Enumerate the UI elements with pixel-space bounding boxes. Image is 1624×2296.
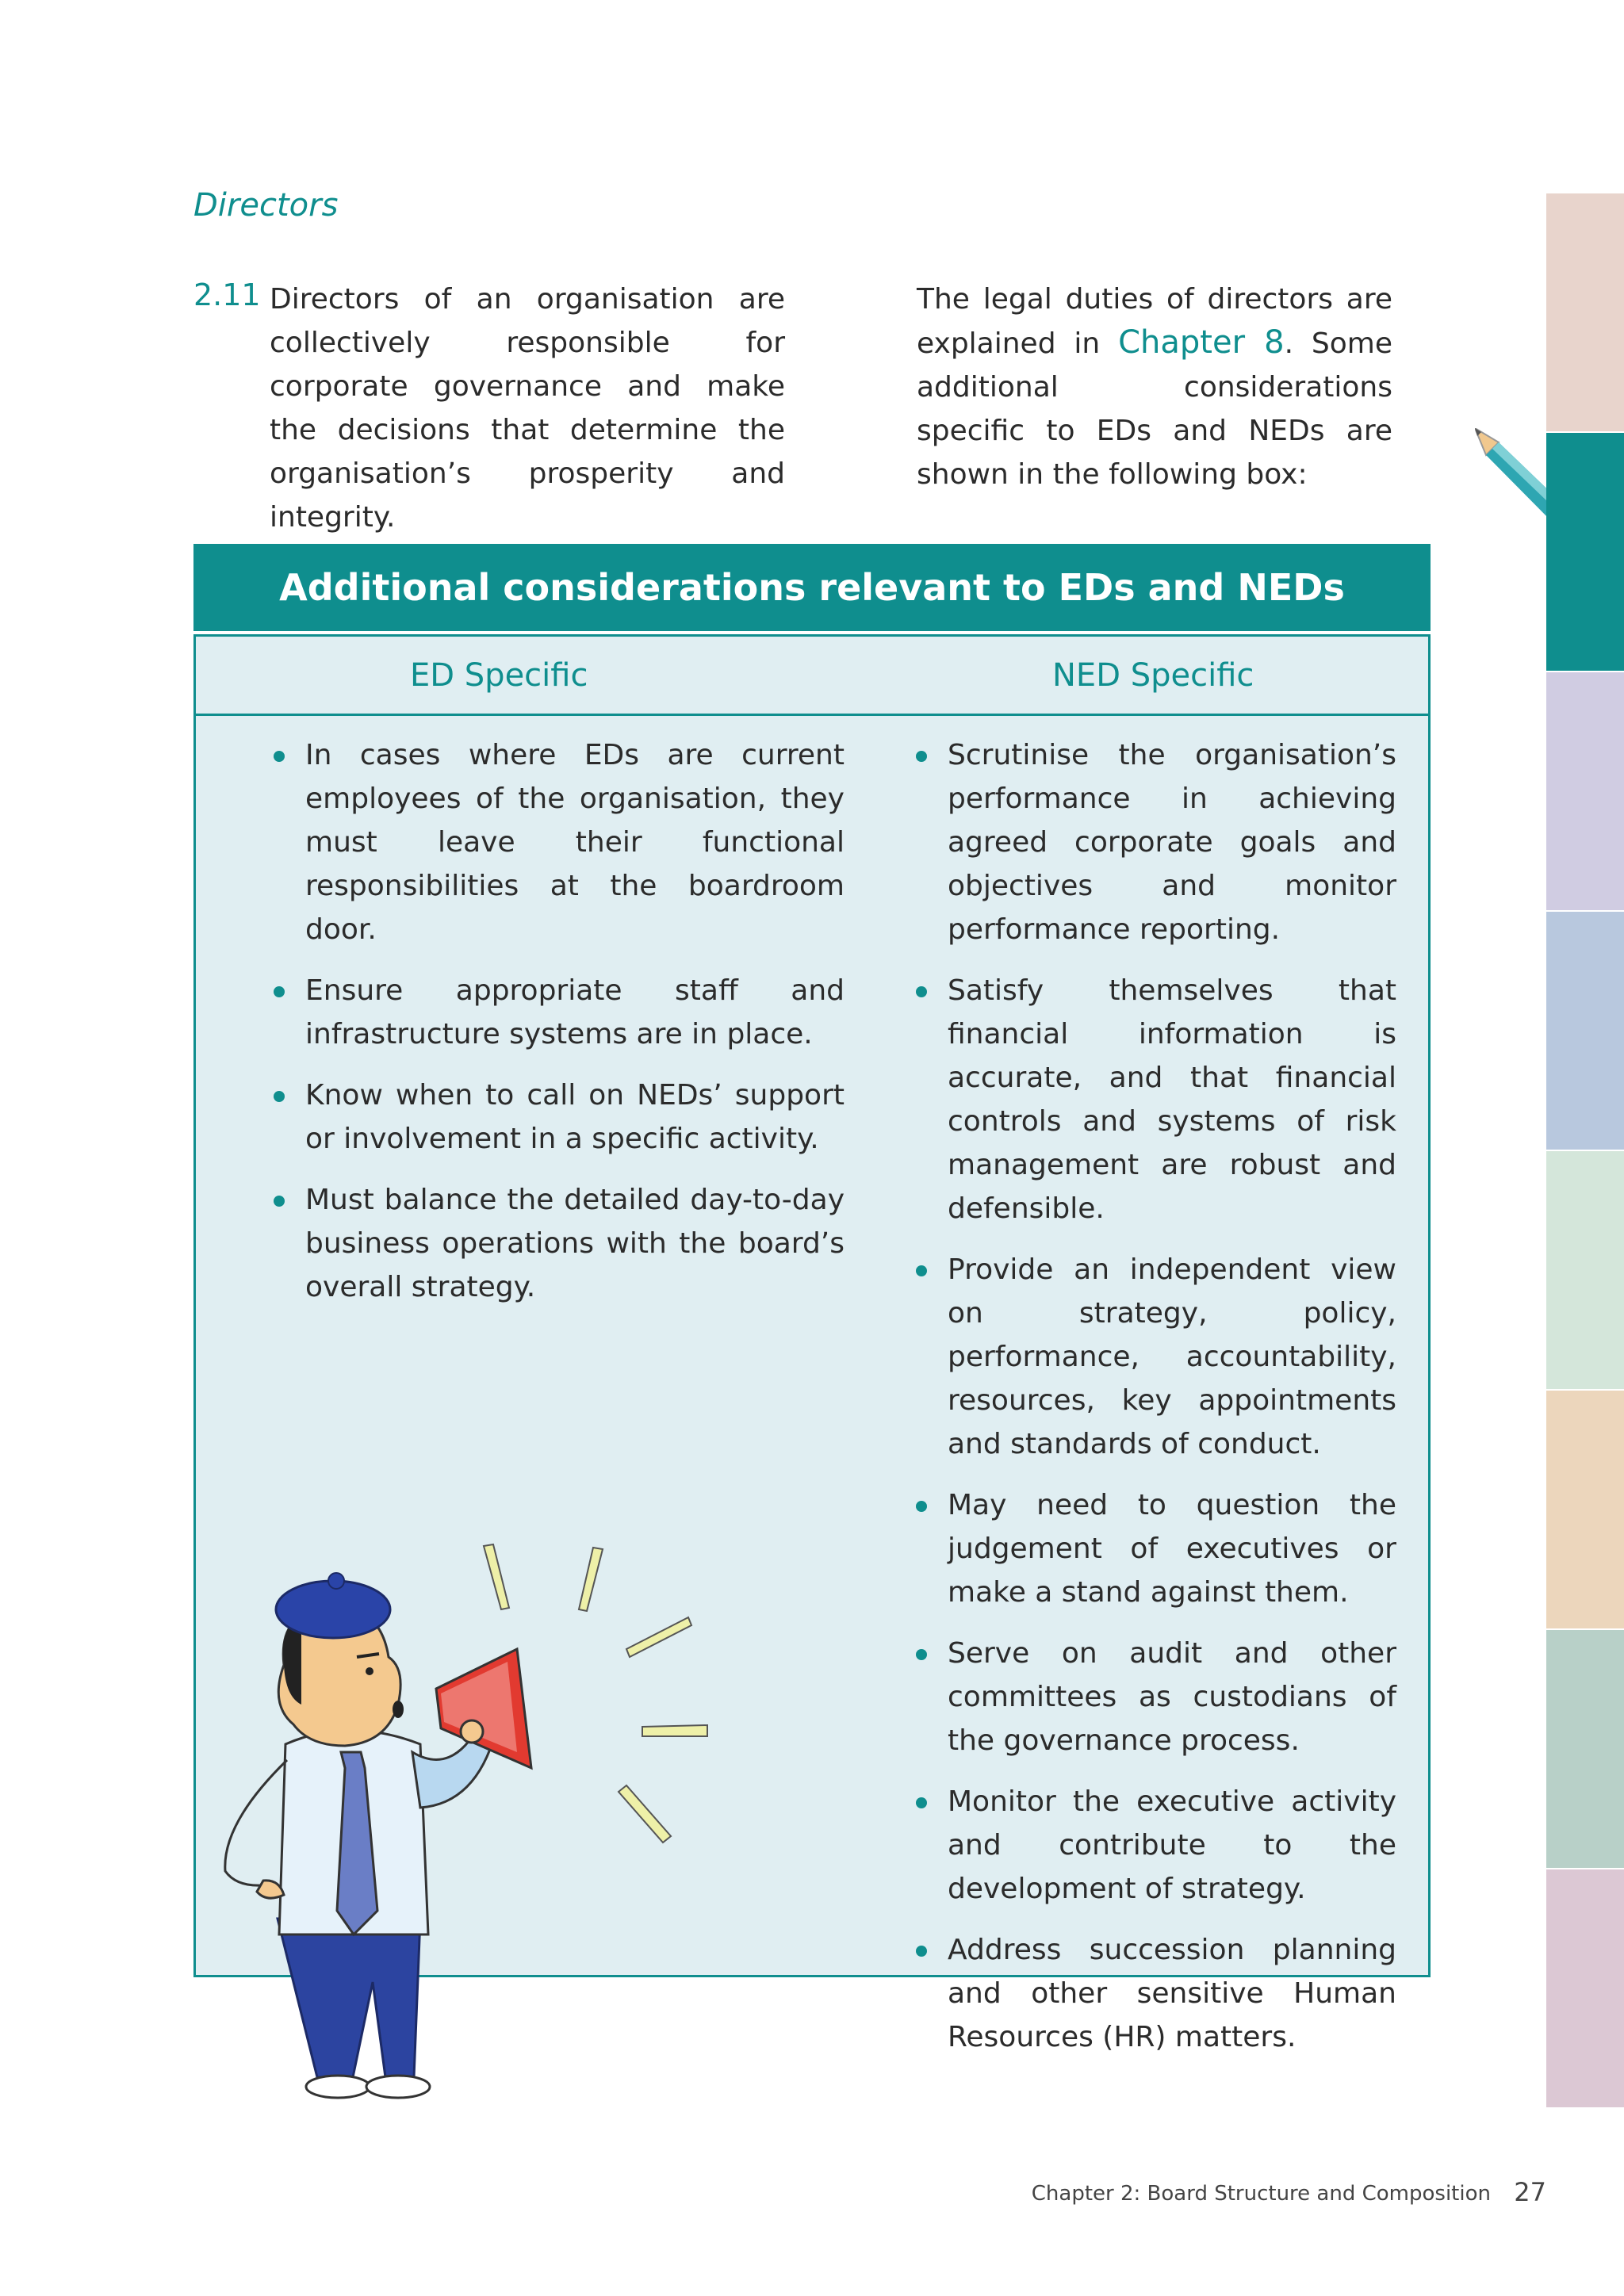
paragraph-right-text (917, 277, 1392, 496)
side-tab (1546, 1630, 1624, 1869)
list-item: Must balance the detailed day-to-day business operations with the board’s overall strategy. (274, 1178, 845, 1309)
list-item: Monitor the executive activity and contribute to the development of strategy. (916, 1780, 1396, 1911)
side-tab (1546, 672, 1624, 912)
paragraph-right-text-start: The legal duties of directors are explained in (917, 283, 1392, 360)
ned-specific-heading: NED Specific (1052, 657, 1254, 694)
considerations-box-subheader (196, 637, 1428, 716)
list-item: May need to question the judgement of executives or make a stand against them. (916, 1483, 1396, 1614)
side-tab-current (1546, 433, 1624, 672)
list-item: Address succession planning and other sensitive Human Resources (HR) matters. (916, 1928, 1396, 2059)
footer-chapter-title: Chapter 2: Board Structure and Composition (1031, 2182, 1491, 2206)
list-item: Know when to call on NEDs’ support or involvement in a specific activity. (274, 1073, 845, 1161)
considerations-box-header: Additional considerations relevant to EDs and NEDs (193, 544, 1431, 631)
ed-specific-list (274, 733, 845, 1326)
side-tab (1546, 1151, 1624, 1391)
list-item: Provide an independent view on strategy, policy, performance, accountability, resources, key appointments and standards of conduct. (916, 1248, 1396, 1466)
section-title: Directors (193, 187, 339, 224)
ned-specific-list (916, 733, 1396, 2076)
page-number: 27 (1514, 2177, 1546, 2207)
list-item: Ensure appropriate staff and infrastructure systems are in place. (274, 969, 845, 1056)
list-item: Scrutinise the organisation’s performance in achieving agreed corporate goals and objectives and monitor performance reporting. (916, 733, 1396, 951)
list-item: In cases where EDs are current employees of the organisation, they must leave their functional responsibilities at the boardroom door. (274, 733, 845, 951)
ed-specific-heading: ED Specific (410, 657, 588, 694)
side-tabs (1546, 193, 1624, 2109)
side-tab (1546, 912, 1624, 1151)
list-item: Satisfy themselves that financial information is accurate, and that financial controls and systems of risk management are robust and defensible. (916, 969, 1396, 1230)
paragraph-right-text-end: . Some additional considerations specific to EDs and NEDs are shown in the following box: (917, 327, 1392, 491)
side-tab (1546, 193, 1624, 433)
list-item: Serve on audit and other committees as custodians of the governance process. (916, 1632, 1396, 1762)
side-tab (1546, 1869, 1624, 2109)
chapter-8-link[interactable]: Chapter 8 (1118, 324, 1285, 361)
man-with-megaphone-icon (190, 1538, 730, 2109)
paragraph-number: 2.11 (193, 277, 261, 312)
paragraph-left-text: Directors of an organisation are collectively responsible for corporate governance and make the decisions that determine the organisation’s prosperity and integrity. (270, 283, 785, 534)
side-tab (1546, 1391, 1624, 1630)
